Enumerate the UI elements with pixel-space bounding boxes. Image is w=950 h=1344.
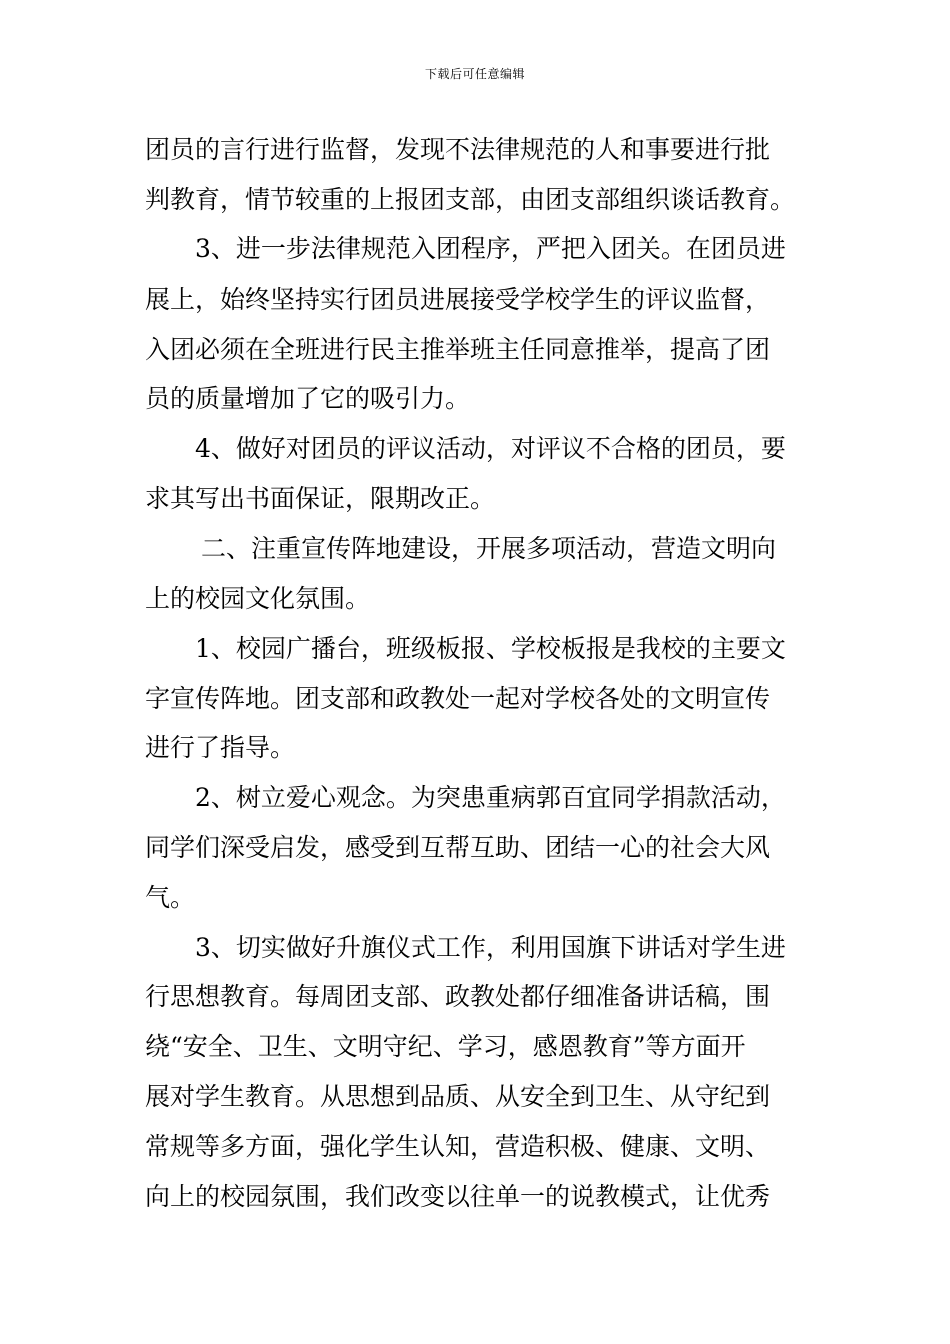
text-line: 求其写出书面保证，限期改正。	[145, 484, 496, 513]
text-line: 1、校园广播台，班级板报、学校板报是我校的主要文	[195, 634, 786, 663]
text-line: 气。	[145, 883, 196, 912]
text-line: 行思想教育。每周团支部、政教处都仔细准备讲话稿，围	[145, 982, 771, 1011]
page-header-note: 下载后可任意编辑	[424, 67, 525, 81]
text-line: 2、树立爱心观念。为突患重病郭百宜同学捐款活动，	[195, 783, 786, 812]
text-line: 进行了指导。	[145, 733, 296, 762]
text-line: 3、进一步法律规范入团程序，严把入团关。在团员进	[195, 234, 786, 263]
text-line: 展对学生教育。从思想到品质、从安全到卫生、从守纪到	[145, 1082, 771, 1111]
text-line: 上的校园文化氛围。	[145, 584, 371, 613]
text-line: 展上，始终坚持实行团员进展接受学校学生的评议监督，	[145, 285, 771, 314]
text-line: 向上的校园氛围，我们改变以往单一的说教模式，让优秀	[145, 1182, 771, 1211]
text-line: 4、做好对团员的评议活动，对评议不合格的团员，要	[195, 434, 786, 463]
text-line: 3、切实做好升旗仪式工作，利用国旗下讲话对学生进	[195, 933, 786, 962]
text-line: 常规等多方面，强化学生认知，营造积极、健康、文明、	[145, 1132, 771, 1161]
text-line: 入团必须在全班进行民主推举班主任同意推举，提高了团	[145, 335, 771, 364]
text-line: 判教育，情节较重的上报团支部，由团支部组织谈话教育。	[145, 185, 796, 214]
text-line: 团员的言行进行监督，发现不法律规范的人和事要进行批	[145, 135, 771, 164]
text-line: 员的质量增加了它的吸引力。	[145, 384, 471, 413]
text-line: 字宣传阵地。团支部和政教处一起对学校各处的文明宣传	[145, 684, 771, 713]
text-line: 同学们深受启发，感受到互帮互助、团结一心的社会大风	[145, 833, 771, 862]
text-line: 绕“安全、卫生、文明守纪、学习，感恩教育”等方面开	[145, 1032, 746, 1061]
text-line: 二、注重宣传阵地建设，开展多项活动，营造文明向	[201, 534, 777, 563]
